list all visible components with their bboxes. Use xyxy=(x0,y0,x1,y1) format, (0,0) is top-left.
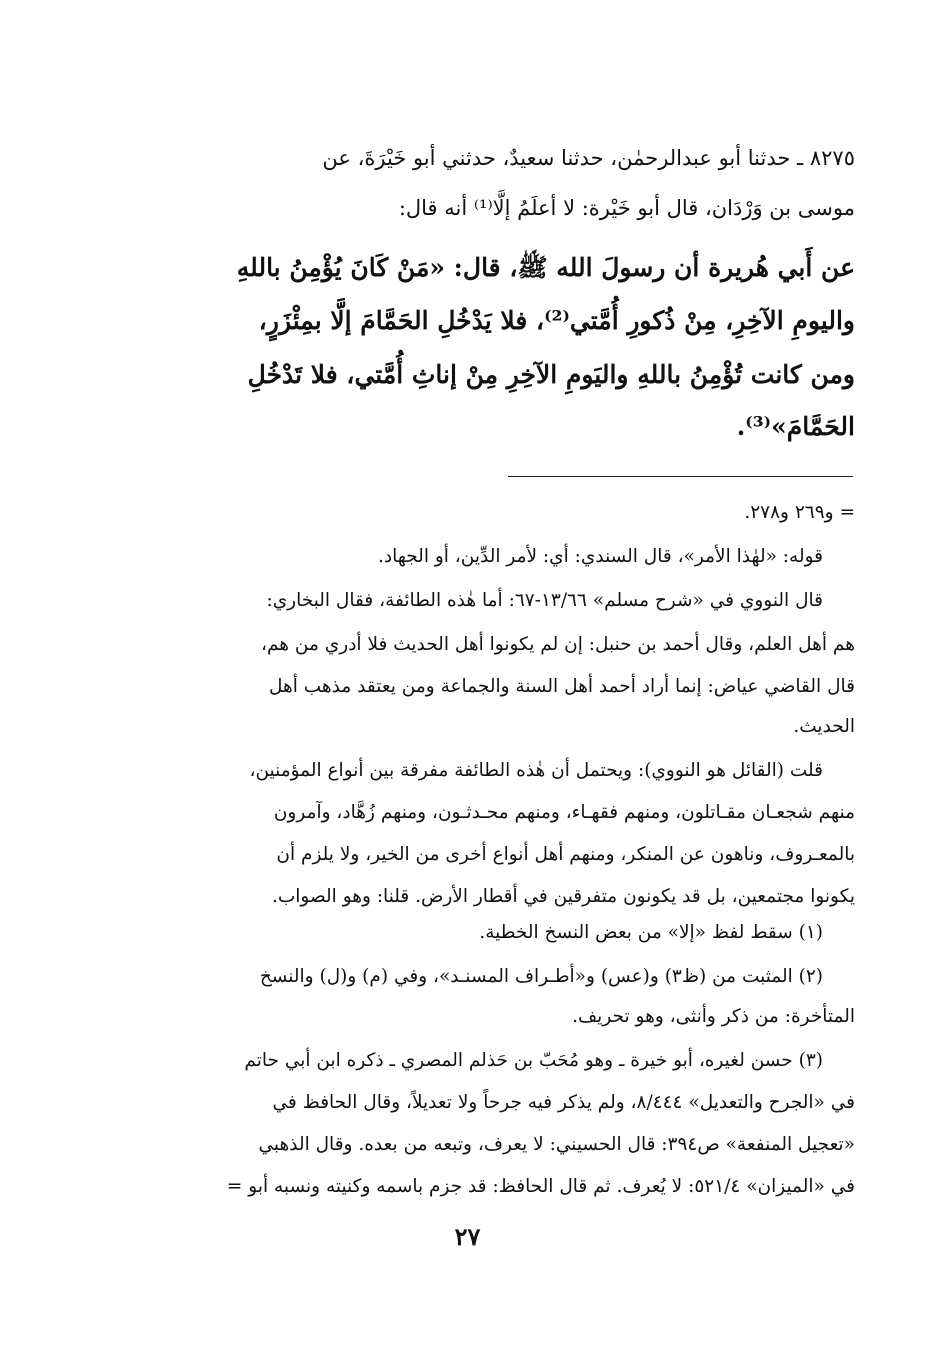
isnad-line: موسى بن وَرْدَان، قال أبو خَيْرة: لا أعلَمُ إلَّا⁽¹⁾ أنه قال: xyxy=(398,196,855,220)
footnote-line: (١) سقط لفظ «إلا» من بعض النسخ الخطية. xyxy=(479,922,823,943)
footnote-line: «تعجيل المنفعة» ص٣٩٤: قال الحسيني: لا يعرف، وتبعه من بعده. وقال الذهبي xyxy=(258,1134,855,1155)
footnote-line: المتأخرة: من ذكر وأنثى، وهو تحريف. xyxy=(572,1006,855,1027)
footnote-line: في «الميزان» ٥٢١/٤: لا يُعرف. ثم قال الحافظ: قد جزم باسمه وكنيته ونسبه أبو = xyxy=(226,1176,855,1197)
footnote-line: في «الجرح والتعديل» ٨/٤٤٤، ولم يذكر فيه جرحاً ولا تعديلاً، وقال الحافظ في xyxy=(272,1092,855,1113)
footnote-line: منهم شجعـان مقـاتلون، ومنهم فقهـاء، ومنهم محـدثـون، ومنهم زُهَّاد، وآمرون xyxy=(273,802,855,823)
footnote-line: يكونوا مجتمعين، بل قد يكونون متفرقين في أقطار الأرض. قلنا: وهو الصواب. xyxy=(272,886,855,907)
footnote-line: قلت (القائل هو النووي): ويحتمل أن هٰذه الطائفة مفرقة بين أنواع المؤمنين، xyxy=(249,760,823,781)
isnad-line: ٨٢٧٥ ـ حدثنا أبو عبدالرحمٰن، حدثنا سعيدٌ، حدثني أبو خَيْرَةَ، عن xyxy=(322,146,855,170)
matn-line: ومن كانت تُؤْمِنُ باللهِ واليَومِ الآخِرِ مِنْ إناثِ أُمَّتي، فلا تَدْخُلِ xyxy=(247,360,855,389)
footnote-line: (٢) المثبت من (ظ٣) و(عس) و«أطـراف المسنـد»، وفي (م) و(ل) والنسخ xyxy=(259,966,823,987)
footnote-separator xyxy=(508,476,853,477)
page-number: ٢٧ xyxy=(454,1222,481,1251)
matn-line: الحَمَّامَ»⁽³⁾. xyxy=(736,412,855,441)
footnote-line: الحديث. xyxy=(793,716,855,737)
matn-line: عن أَبي هُريرة أن رسولَ الله ﷺ، قال: «مَنْ كَانَ يُؤْمِنُ باللهِ xyxy=(236,253,855,282)
footnote-line: قوله: «لهٰذا الأمر»، قال السندي: أي: لأمر الدِّين، أو الجهاد. xyxy=(377,546,823,567)
footnote-line: بالمعـروف، وناهون عن المنكر، ومنهم أهل أنواع أخرى من الخير، ولا يلزم أن xyxy=(276,844,855,865)
footnote-line: قال النووي في «شرح مسلم» ١٣/٦٦-٦٧: أما هٰذه الطائفة، فقال البخاري: xyxy=(266,590,823,611)
footnote-line: = و٢٦٩ و٢٧٨. xyxy=(744,502,855,523)
matn-line: واليومِ الآخِرِ، مِنْ ذُكورِ أُمَّتي⁽²⁾، فلا يَدْخُلِ الحَمَّامَ إلَّا بمِئْزَرٍ، xyxy=(258,306,855,335)
footnote-line: قال القاضي عياض: إنما أراد أحمد أهل السنة والجماعة ومن يعتقد مذهب أهل xyxy=(268,676,855,697)
footnote-line: (٣) حسن لغيره، أبو خيرة ـ وهو مُحَبّ بن حَذلم المصري ـ ذكره ابن أبي حاتم xyxy=(244,1050,823,1071)
footnote-line: هم أهل العلم، وقال أحمد بن حنبل: إن لم يكونوا أهل الحديث فلا أدري من هم، xyxy=(260,634,855,655)
